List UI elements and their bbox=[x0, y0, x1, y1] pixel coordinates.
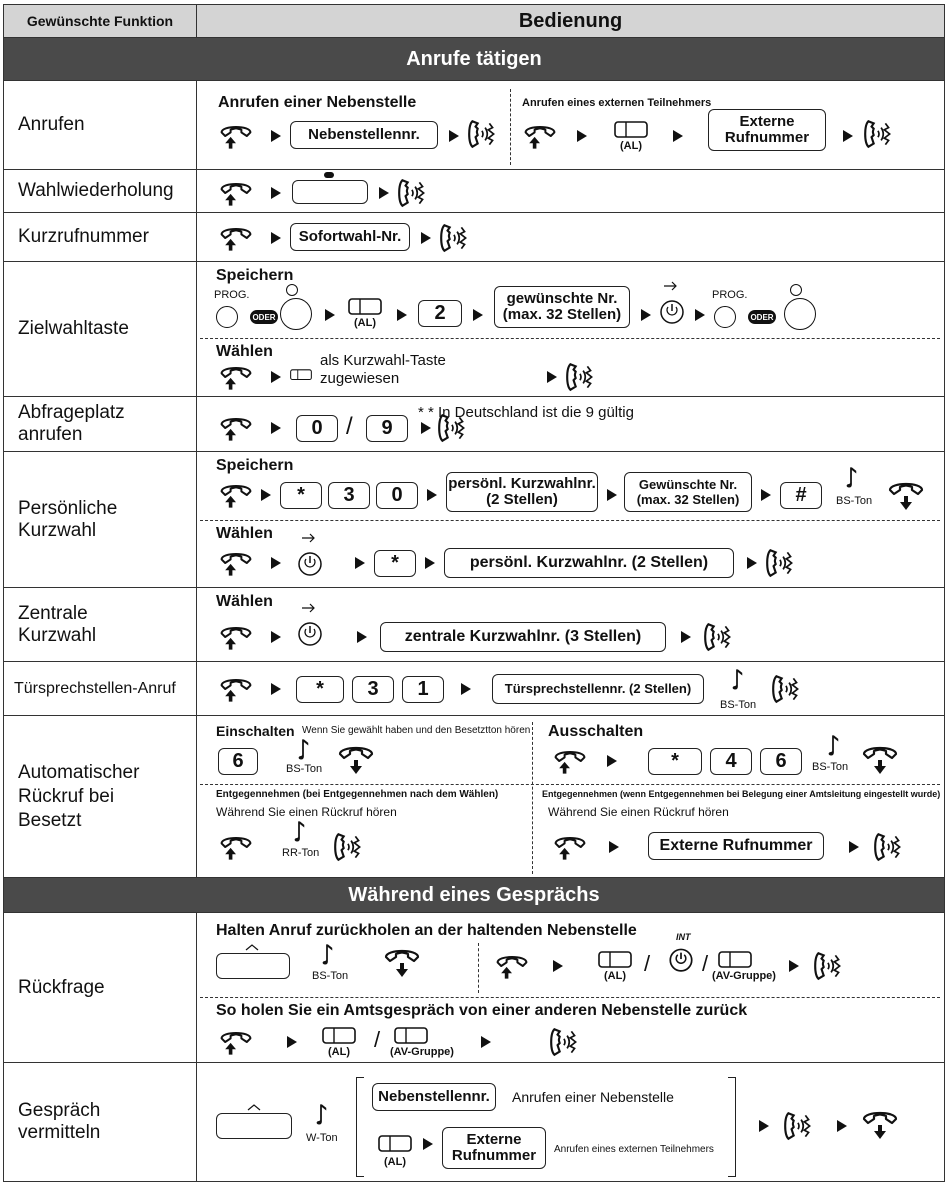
fkey-indicator-icon bbox=[286, 284, 298, 296]
key-6: 6 bbox=[760, 748, 802, 775]
anrufen-external-box bbox=[708, 109, 826, 151]
zentrale-label-2: Kurzwahl bbox=[18, 624, 97, 646]
arrow-right-icon bbox=[758, 1119, 770, 1133]
key-0: 0 bbox=[296, 415, 338, 442]
int-label: INT bbox=[676, 932, 691, 942]
arrow-right-icon bbox=[324, 308, 336, 322]
rueckfrage-al-label-2: (AL) bbox=[328, 1046, 350, 1058]
handset-hangup-icon bbox=[382, 947, 422, 979]
label-anrufen: Anrufen bbox=[3, 80, 197, 170]
arrow-right-icon bbox=[546, 370, 558, 384]
bs-ton-label: BS-Ton bbox=[836, 495, 873, 507]
vermitteln-label-1: Gespräch bbox=[18, 1100, 101, 1121]
key-3: 3 bbox=[352, 676, 394, 703]
tone-note-icon bbox=[844, 466, 858, 488]
anrufen-external-title: Anrufen eines externen Teilnehmers bbox=[522, 97, 712, 109]
abfrage-label-2: anrufen bbox=[18, 424, 83, 445]
handset-lift-icon bbox=[218, 548, 254, 578]
arrow-right-icon bbox=[848, 840, 860, 854]
label-rueckruf bbox=[3, 715, 197, 878]
prog-button-icon bbox=[714, 306, 736, 328]
key-star: * bbox=[296, 676, 344, 703]
bracket-right bbox=[728, 1077, 736, 1177]
av-gruppe-label-2: (AV-Gruppe) bbox=[390, 1046, 454, 1058]
oder-badge-icon: ODER bbox=[250, 310, 278, 324]
cell-persoenlich bbox=[196, 451, 945, 588]
anrufen-internal-title: Anrufen einer Nebenstelle bbox=[218, 94, 417, 111]
label-zielwahltaste: Zielwahltaste bbox=[3, 261, 197, 397]
arrow-right-icon bbox=[694, 308, 706, 322]
handset-hangup-icon bbox=[860, 744, 900, 776]
handset-lift-icon bbox=[218, 622, 254, 652]
handset-talk-icon bbox=[548, 1025, 582, 1059]
redial-key bbox=[292, 180, 368, 204]
handset-lift-icon bbox=[552, 832, 588, 862]
bs-ton-label: BS-Ton bbox=[312, 970, 349, 982]
handset-hangup-icon bbox=[886, 480, 926, 512]
persoenlich-dial-title: Wählen bbox=[216, 525, 273, 542]
handset-talk-icon bbox=[438, 221, 472, 255]
anrufen-al-label: (AL) bbox=[620, 140, 642, 152]
bs-ton-label: BS-Ton bbox=[720, 699, 757, 711]
key-4: 4 bbox=[710, 748, 752, 775]
large-round-button-icon bbox=[784, 298, 816, 330]
arrow-right-icon bbox=[270, 370, 282, 384]
rueckfrage-slash-3: / bbox=[374, 1027, 381, 1052]
divider bbox=[200, 338, 940, 339]
tuer-box: Türsprechstellennr. (2 Stellen) bbox=[492, 674, 704, 704]
store-button-icon bbox=[296, 532, 324, 578]
handset-lift-icon bbox=[218, 1027, 254, 1057]
label-tuer: Türsprechstellen-Anruf bbox=[3, 661, 197, 716]
memory-key-icon bbox=[394, 1027, 428, 1045]
handset-talk-icon bbox=[812, 949, 846, 983]
arrow-right-icon bbox=[460, 682, 472, 696]
zielwahl-store-title: Speichern bbox=[216, 267, 294, 284]
arrow-right-icon bbox=[760, 488, 772, 502]
handset-talk-icon bbox=[396, 176, 430, 210]
arrow-right-icon bbox=[680, 630, 692, 644]
handset-lift-icon bbox=[218, 223, 254, 253]
arrow-right-icon bbox=[672, 129, 684, 143]
rueckruf-accept1-sub: Während Sie einen Rückruf hören bbox=[216, 805, 397, 819]
rueckruf-on-title: Einschalten bbox=[216, 723, 295, 739]
zielwahl-dial-text-1: als Kurzwahl-Taste bbox=[320, 352, 446, 369]
arrow-right-icon bbox=[426, 488, 438, 502]
rueckruf-label-2: Rückruf bei bbox=[18, 785, 115, 807]
handset-lift-icon bbox=[218, 178, 254, 208]
memory-key-icon bbox=[718, 951, 752, 969]
av-gruppe-label: (AV-Gruppe) bbox=[712, 970, 776, 982]
zielwahl-dial-text-2: zugewiesen bbox=[320, 370, 400, 387]
bracket-left bbox=[356, 1077, 364, 1177]
transfer-indicator-icon bbox=[246, 1103, 262, 1111]
memory-key-icon bbox=[322, 1027, 356, 1045]
zentrale-box: zentrale Kurzwahlnr. (3 Stellen) bbox=[380, 622, 666, 652]
arrow-right-icon bbox=[270, 129, 282, 143]
arrow-right-icon bbox=[448, 129, 460, 143]
handset-hangup-icon bbox=[860, 1109, 900, 1141]
abfrage-slash: / bbox=[346, 413, 353, 440]
cell-zielwahltaste bbox=[196, 261, 945, 397]
label-wahlwiederholung: Wahlwiederholung bbox=[3, 169, 197, 213]
key-6: 6 bbox=[218, 748, 258, 775]
handset-lift-icon bbox=[218, 121, 254, 151]
key-star: * bbox=[374, 550, 416, 577]
persoenlich-target-box bbox=[624, 472, 752, 512]
memory-key-icon bbox=[598, 951, 632, 969]
persoenlich-label-2: Kurzwahl bbox=[18, 519, 97, 541]
divider bbox=[478, 943, 479, 993]
tone-note-icon bbox=[314, 1103, 328, 1125]
handset-talk-icon bbox=[872, 830, 906, 864]
handset-talk-icon bbox=[764, 546, 798, 580]
arrow-right-icon bbox=[354, 556, 366, 570]
anrufen-internal-box: Nebenstellennr. bbox=[290, 121, 438, 149]
rueckruf-on-note: Wenn Sie gewählt haben und den Besetztton hören bbox=[302, 725, 531, 736]
abfrage-label-1: Abfrageplatz bbox=[18, 402, 125, 423]
key-1: 1 bbox=[402, 676, 444, 703]
oder-badge-icon: ODER bbox=[748, 310, 776, 324]
tone-note-icon bbox=[296, 738, 310, 760]
abfrage-note: * * In Deutschland ist die 9 gültig bbox=[418, 404, 634, 421]
section-during: Während eines Gesprächs bbox=[3, 877, 945, 913]
arrow-right-icon bbox=[836, 1119, 848, 1133]
arrow-right-icon bbox=[576, 129, 588, 143]
arrow-right-icon bbox=[270, 186, 282, 200]
zielwahl-box-line1: gewünschte Nr. bbox=[506, 290, 618, 307]
key-9: 9 bbox=[366, 415, 408, 442]
key-star: * bbox=[648, 748, 702, 775]
tone-note-icon bbox=[320, 943, 334, 965]
label-vermitteln bbox=[3, 1062, 197, 1182]
vermitteln-external-line2: Rufnummer bbox=[451, 1147, 537, 1164]
redial-indicator-icon bbox=[324, 172, 334, 178]
handset-lift-icon bbox=[552, 746, 588, 776]
handset-lift-icon bbox=[218, 362, 254, 392]
arrow-right-icon bbox=[480, 1035, 492, 1049]
handset-lift-icon bbox=[218, 480, 254, 510]
header-operation: Bedienung bbox=[196, 4, 945, 38]
label-zentrale bbox=[3, 587, 197, 662]
divider bbox=[200, 784, 940, 785]
persoenlich-dial-box: persönl. Kurzwahlnr. (2 Stellen) bbox=[444, 548, 734, 578]
handset-talk-icon bbox=[466, 117, 500, 151]
external-box-line1: Externe bbox=[739, 113, 795, 130]
label-kurzrufnummer: Kurzrufnummer bbox=[3, 212, 197, 262]
handset-talk-icon bbox=[332, 830, 366, 864]
arrow-right-icon bbox=[270, 421, 282, 435]
cell-abfrageplatz bbox=[196, 396, 945, 452]
handset-lift-icon bbox=[218, 832, 254, 862]
arrow-right-icon bbox=[608, 840, 620, 854]
persoenlich-box-line1: persönl. Kurzwahlnr. bbox=[448, 475, 596, 492]
rueckfrage-title: Halten Anruf zurückholen an der haltenden Nebenstelle bbox=[216, 922, 637, 939]
handset-hangup-icon bbox=[336, 744, 376, 776]
tone-note-icon bbox=[826, 734, 840, 756]
divider bbox=[532, 722, 533, 874]
key-hash: # bbox=[780, 482, 822, 509]
hold-key bbox=[216, 953, 290, 979]
arrow-right-icon bbox=[420, 421, 432, 435]
arrow-right-icon bbox=[424, 556, 436, 570]
handset-talk-icon bbox=[862, 117, 896, 151]
rr-ton-label: RR-Ton bbox=[282, 847, 320, 859]
rueckruf-accept2-sub: Während Sie einen Rückruf hören bbox=[548, 805, 729, 819]
arrow-right-icon bbox=[396, 308, 408, 322]
rueckruf-label-1: Automatischer bbox=[18, 761, 140, 783]
label-persoenlich bbox=[3, 451, 197, 588]
prog-button-icon bbox=[216, 306, 238, 328]
rueckruf-accept1-title: Entgegennehmen (bei Entgegennehmen nach dem Wählen) bbox=[216, 789, 499, 800]
tone-note-icon bbox=[730, 668, 744, 690]
prog-label-2: PROG. bbox=[712, 289, 748, 301]
persoenlich-target-line2: (max. 32 Stellen) bbox=[636, 492, 740, 507]
key-2: 2 bbox=[418, 300, 462, 327]
vermitteln-external-line1: Externe bbox=[466, 1131, 522, 1148]
handset-talk-icon bbox=[702, 620, 736, 654]
vermitteln-label-2: vermitteln bbox=[18, 1122, 101, 1143]
arrow-right-icon bbox=[270, 630, 282, 644]
label-abfrageplatz bbox=[3, 396, 197, 452]
vermitteln-al-label: (AL) bbox=[384, 1156, 406, 1168]
rueckruf-label-3: Besetzt bbox=[18, 809, 82, 831]
header-function: Gewünschte Funktion bbox=[3, 4, 197, 38]
memory-key-icon bbox=[614, 121, 648, 139]
arrow-right-icon bbox=[420, 231, 432, 245]
prog-label: PROG. bbox=[214, 289, 250, 301]
vermitteln-internal-text: Anrufen einer Nebenstelle bbox=[512, 1089, 674, 1105]
zielwahl-al-label: (AL) bbox=[354, 317, 376, 329]
rueckfrage-title-2: So holen Sie ein Amtsgespräch von einer anderen Nebenstelle zurück bbox=[216, 1002, 748, 1019]
vermitteln-external-text: Anrufen eines externen Teilnehmers bbox=[554, 1144, 714, 1155]
handset-lift-icon bbox=[494, 951, 530, 981]
persoenlich-label-1: Persönliche bbox=[18, 497, 118, 519]
zentrale-label-1: Zentrale bbox=[18, 602, 88, 624]
cell-wahlwiederholung bbox=[196, 169, 945, 213]
arrow-right-icon bbox=[260, 488, 272, 502]
vermitteln-internal-box: Nebenstellennr. bbox=[372, 1083, 496, 1111]
key-star: * bbox=[280, 482, 322, 509]
key-0: 0 bbox=[376, 482, 418, 509]
bs-ton-label: BS-Ton bbox=[286, 763, 323, 775]
cell-vermitteln bbox=[196, 1062, 945, 1182]
divider bbox=[510, 89, 511, 165]
zielwahl-box-line2: (max. 32 Stellen) bbox=[502, 306, 622, 323]
cell-zentrale bbox=[196, 587, 945, 662]
persoenlich-target-line1: Gewünschte Nr. bbox=[638, 477, 738, 492]
cell-anrufen bbox=[196, 80, 945, 170]
cell-kurzrufnummer bbox=[196, 212, 945, 262]
arrow-right-icon bbox=[842, 129, 854, 143]
persoenlich-store-title: Speichern bbox=[216, 457, 294, 474]
arrow-right-icon bbox=[286, 1035, 298, 1049]
arrow-right-icon bbox=[270, 231, 282, 245]
cell-tuer bbox=[196, 661, 945, 716]
arrow-right-icon bbox=[606, 488, 618, 502]
store-button-icon bbox=[658, 280, 686, 328]
handset-lift-icon bbox=[218, 413, 254, 443]
round-button-icon bbox=[668, 943, 694, 973]
arrow-right-icon bbox=[640, 308, 652, 322]
zielwahl-number-box bbox=[494, 286, 630, 328]
transfer-key bbox=[216, 1113, 292, 1139]
memory-key-icon bbox=[290, 368, 312, 382]
handset-talk-icon bbox=[782, 1109, 816, 1143]
arrow-right-icon bbox=[270, 682, 282, 696]
large-round-button-icon bbox=[280, 298, 312, 330]
store-button-icon bbox=[296, 602, 324, 648]
bs-ton-label: BS-Ton bbox=[812, 761, 849, 773]
handset-talk-icon bbox=[770, 672, 804, 706]
rueckruf-off-title: Ausschalten bbox=[548, 723, 644, 740]
external-box-line2: Rufnummer bbox=[724, 129, 810, 146]
arrow-right-icon bbox=[606, 754, 618, 768]
arrow-right-icon bbox=[378, 186, 390, 200]
arrow-right-icon bbox=[356, 630, 368, 644]
vermitteln-external-box bbox=[442, 1127, 546, 1169]
arrow-right-icon bbox=[746, 556, 758, 570]
cell-rueckfrage bbox=[196, 912, 945, 1063]
handset-talk-icon bbox=[564, 360, 598, 394]
rueckfrage-slash: / bbox=[644, 951, 651, 976]
w-ton-label: W-Ton bbox=[306, 1132, 338, 1144]
arrow-right-icon bbox=[472, 308, 484, 322]
arrow-right-icon bbox=[422, 1137, 434, 1151]
zielwahl-dial-title: Wählen bbox=[216, 343, 273, 360]
arrow-right-icon bbox=[788, 959, 800, 973]
cell-rueckruf bbox=[196, 715, 945, 878]
kurzrufnummer-box: Sofortwahl-Nr. bbox=[290, 223, 410, 251]
fkey-indicator-icon bbox=[790, 284, 802, 296]
label-rueckfrage: Rückfrage bbox=[3, 912, 197, 1063]
key-3: 3 bbox=[328, 482, 370, 509]
arrow-right-icon bbox=[270, 556, 282, 570]
divider bbox=[200, 997, 940, 998]
hold-indicator-icon bbox=[244, 943, 260, 951]
tone-note-icon bbox=[292, 820, 306, 842]
divider bbox=[200, 520, 940, 521]
rueckruf-accept2-title: Entgegennehmen (wenn Entgegennehmen bei Belegung einer Amtsleitung eingestellt wurde) bbox=[542, 789, 941, 799]
handset-lift-icon bbox=[218, 674, 254, 704]
memory-key-icon bbox=[378, 1135, 412, 1153]
rueckfrage-slash-2: / bbox=[702, 951, 709, 976]
section-calls: Anrufe tätigen bbox=[3, 37, 945, 81]
handset-lift-icon bbox=[522, 121, 558, 151]
rueckfrage-al-label: (AL) bbox=[604, 970, 626, 982]
persoenlich-box-line2: (2 Stellen) bbox=[486, 491, 558, 508]
arrow-right-icon bbox=[552, 959, 564, 973]
memory-key-icon bbox=[348, 298, 382, 316]
rueckruf-external-box: Externe Rufnummer bbox=[648, 832, 824, 860]
zentrale-dial-title: Wählen bbox=[216, 593, 273, 610]
persoenlich-nr-box bbox=[446, 472, 598, 512]
